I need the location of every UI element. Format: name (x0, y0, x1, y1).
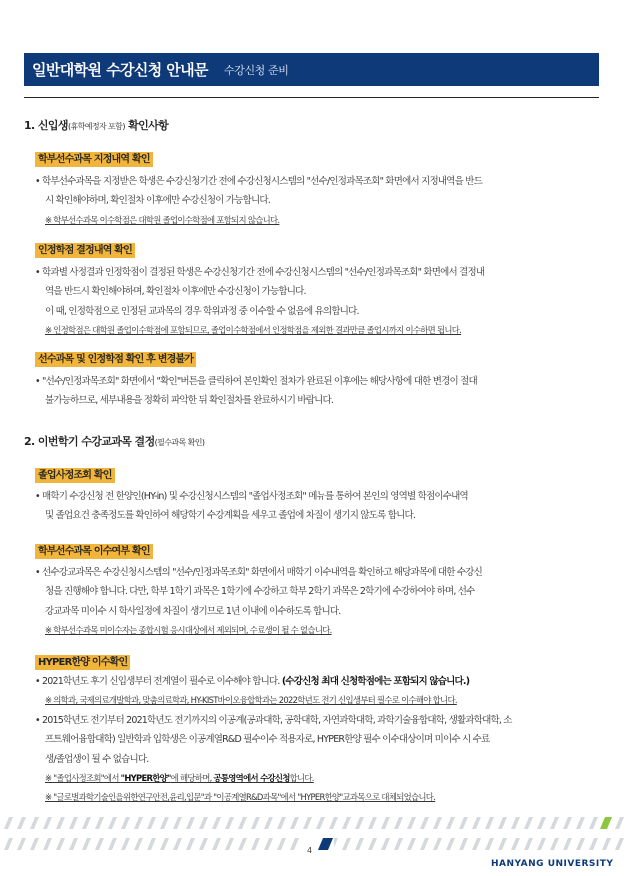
block-no-change: • "선수/인정과목조회" 화면에서 "확인"버튼을 클릭하여 본인확인 절차가 완료된 이후에는 해당사항에 대한 변경이 절대 불가능하므로, 세부내용을 정확히 파악한 뒤 확인절차를 완료하시기 바랍니다. (35, 376, 477, 407)
header-divider (24, 97, 599, 98)
highlight-label-hyper-hanyang: HYPER한양 이수확인 (35, 655, 130, 670)
block-hyper-hanyang: • 2021학년도 후기 신입생부터 전계열이 필수로 이수해야 합니다. (수강신청 최대 신청학점에는 포함되지 않습니다.) ※ 의학과, 국제의료개발학과, 맞춤의료학과, HY-KIST바이오융합학과는 2022학년도 전기 신입생부터 필수로 이수해야 합니다. • 2015학년도 전기부터 2021학년도 전기까지의 이공계(공과대학, 공학대학, 자연과학대학, 과학기술융합대학, 생활과학대학, 소 프트웨어융합대학) 일반학과 입학생은 이공계열R&D 필수이수 적용자로, HYPER한양 필수 이수대상이며 미이수 시 수료 생/졸업생이 될 수 없습니다. ※ "졸업사정조회"에서 "HYPER한양"에 해당하며, 공통영역에서 수강신청합니다. ※ "글로벌과학기술인을위한연구안전,윤리,입문"과 "이공계열R&D과목"에서 "HYPER한양"교과목으로 대체되었습니다. (35, 676, 512, 803)
highlight-label-no-change: 선수과목 및 인정학점 확인 후 변경불가 (35, 352, 196, 367)
block-prereq-designation: • 학부선수과목을 지정받은 학생은 수강신청기간 전에 수강신청시스템의 "선수/인정과목조회" 화면에서 지정내역을 반드 시 확인해야하며, 확인절차 이후에만 수강신청이 가능합니다. ※ 학부선수과목 이수학점은 대학원 졸업이수학점에 포함되지 않습니다. (35, 176, 483, 225)
highlight-label-graduation-check: 졸업사정조회 확인 (35, 468, 115, 483)
block-credit-recognition: • 학과별 사정결과 인정학점이 결정된 학생은 수강신청기간 전에 수강신청시스템의 "선수/인정과목조회" 화면에서 결정내 역을 반드시 확인해야하며, 확인절차 이후에만 수강신청이 가능합니다. 이 때, 인정학점으로 인정된 교과목의 경우 학위과정 중 이수할 수 없음에 유의합니다. ※ 인정학점은 대학원 졸업이수학점에 포함되므로, 졸업이수학점에서 인정학점을 제외한 결과만큼 졸업시까지 이수하면 됩니다. (35, 267, 485, 336)
section-1-heading: 1. 신입생(휴학예정자 포함) 확인사항 (24, 119, 169, 132)
footer-stripe-bottom (0, 838, 627, 850)
block-prereq-completion: • 선수강교과목은 수강신청시스템의 "선수/인정과목조회" 화면에서 매학기 이수내역을 확인하고 해당과목에 대한 수강신 청을 진행해야 합니다. 다만, 학부 1학기 과목은 1학기에 수강하고 학부 2학기 과목은 2학기에 수강하여야 하며, 선수 강교과목 미이수 시 학사일정에 차질이 생기므로 1년 이내에 이수하도록 합니다. ※ 학부선수과목 미이수자는 종합시험 응시대상에서 제외되며, 수료생이 될 수 없습니다. (35, 567, 483, 636)
page-title: 일반대학원 수강신청 안내문 (32, 61, 208, 79)
page-subtitle: 수강신청 준비 (224, 64, 289, 77)
highlight-label-credit-recognition: 인정학점 결정내역 확인 (35, 243, 135, 258)
section-2-heading: 2. 이번학기 수강교과목 결정(필수과목 확인) (24, 435, 205, 448)
highlight-label-prereq-designation: 학부선수과목 지정내역 확인 (35, 152, 153, 167)
footer-stripe-top (0, 817, 627, 829)
page-number: 4 (307, 846, 313, 855)
university-logo-text: HANYANG UNIVERSITY (491, 859, 614, 869)
highlight-label-prereq-completion: 학부선수과목 이수여부 확인 (35, 544, 153, 559)
page-header (24, 53, 599, 86)
block-graduation-check: • 매학기 수강신청 전 한양인(HY-in) 및 수강신청시스템의 "졸업사정조회" 메뉴를 통하여 본인의 영역별 학점이수내역 및 졸업요건 충족정도를 확인하여 해당학기 수강계획을 세우고 졸업에 차질이 생기지 않도록 합니다. (35, 491, 468, 522)
